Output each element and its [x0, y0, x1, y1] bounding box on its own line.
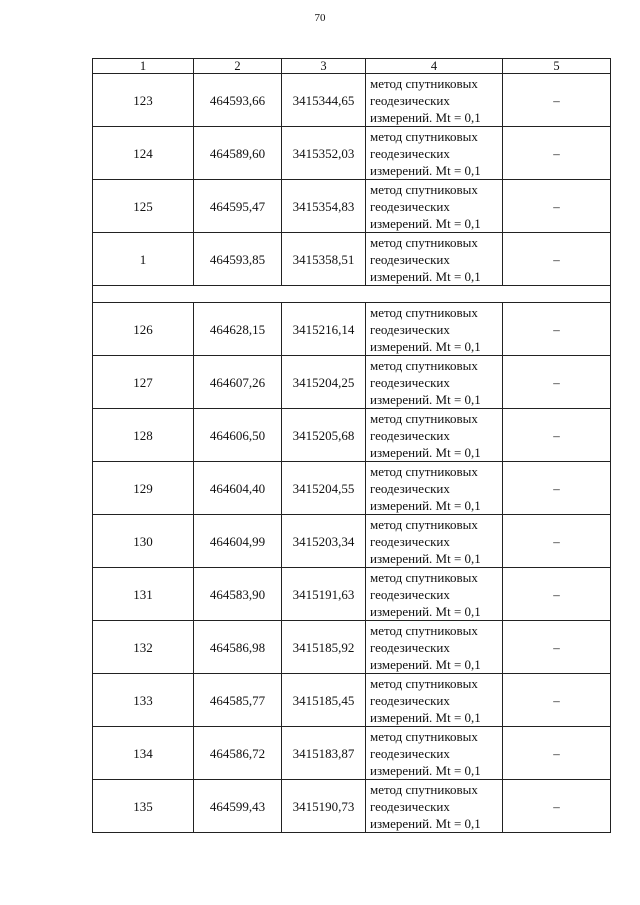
table-row — [93, 127, 611, 180]
method-line-1: метод спутниковых — [370, 181, 478, 197]
method-cell — [366, 727, 503, 780]
coord-y: 3415216,14 — [282, 303, 366, 356]
note-cell: – — [503, 356, 611, 409]
coord-x: 464604,40 — [194, 462, 282, 515]
point-number: 132 — [93, 621, 194, 674]
table-row — [93, 303, 611, 356]
method-cell — [366, 127, 503, 180]
coord-x: 464586,98 — [194, 621, 282, 674]
method-line-2: геодезических — [370, 321, 450, 337]
coord-x: 464607,26 — [194, 356, 282, 409]
coord-y: 3415354,83 — [282, 180, 366, 233]
coord-x: 464606,50 — [194, 409, 282, 462]
coord-x: 464586,72 — [194, 727, 282, 780]
table-row — [93, 568, 611, 621]
coord-y: 3415204,55 — [282, 462, 366, 515]
method-line-2: геодезических — [370, 251, 450, 267]
coord-y: 3415185,45 — [282, 674, 366, 727]
coord-x: 464599,43 — [194, 780, 282, 833]
method-line-2: геодезических — [370, 692, 450, 708]
note-cell: – — [503, 409, 611, 462]
table-row — [93, 180, 611, 233]
coord-x: 464583,90 — [194, 568, 282, 621]
method-line-2: геодезических — [370, 745, 450, 761]
coord-x: 464628,15 — [194, 303, 282, 356]
method-line-3: измерений. Mt = 0,1 — [370, 391, 481, 407]
coord-y: 3415344,65 — [282, 74, 366, 127]
coord-y: 3415204,25 — [282, 356, 366, 409]
method-cell — [366, 568, 503, 621]
point-number: 126 — [93, 303, 194, 356]
section-separator — [93, 286, 611, 303]
column-header-3: 3 — [282, 59, 366, 74]
method-line-3: измерений. Mt = 0,1 — [370, 656, 481, 672]
method-line-3: измерений. Mt = 0,1 — [370, 162, 481, 178]
method-line-3: измерений. Mt = 0,1 — [370, 444, 481, 460]
note-cell: – — [503, 621, 611, 674]
method-line-3: измерений. Mt = 0,1 — [370, 815, 481, 831]
column-header-5: 5 — [503, 59, 611, 74]
page-number: 70 — [314, 12, 326, 24]
note-cell: – — [503, 462, 611, 515]
method-cell — [366, 462, 503, 515]
method-line-1: метод спутниковых — [370, 463, 478, 479]
method-line-2: геодезических — [370, 92, 450, 108]
point-number: 135 — [93, 780, 194, 833]
coord-y: 3415185,92 — [282, 621, 366, 674]
coord-x: 464595,47 — [194, 180, 282, 233]
table-row — [93, 462, 611, 515]
method-line-1: метод спутниковых — [370, 410, 478, 426]
point-number: 125 — [93, 180, 194, 233]
method-cell — [366, 356, 503, 409]
method-line-1: метод спутниковых — [370, 728, 478, 744]
point-number: 133 — [93, 674, 194, 727]
coord-x: 464589,60 — [194, 127, 282, 180]
note-cell: – — [503, 780, 611, 833]
column-header-2: 2 — [194, 59, 282, 74]
coord-y: 3415358,51 — [282, 233, 366, 286]
coord-x: 464585,77 — [194, 674, 282, 727]
note-cell: – — [503, 127, 611, 180]
method-line-1: метод спутниковых — [370, 622, 478, 638]
point-number: 129 — [93, 462, 194, 515]
coord-y: 3415183,87 — [282, 727, 366, 780]
method-line-3: измерений. Mt = 0,1 — [370, 215, 481, 231]
coord-y: 3415352,03 — [282, 127, 366, 180]
method-line-3: измерений. Mt = 0,1 — [370, 109, 481, 125]
note-cell: – — [503, 303, 611, 356]
method-cell — [366, 303, 503, 356]
point-number: 1 — [93, 233, 194, 286]
method-line-2: геодезических — [370, 533, 450, 549]
note-cell: – — [503, 233, 611, 286]
method-line-2: геодезических — [370, 198, 450, 214]
method-line-3: измерений. Mt = 0,1 — [370, 338, 481, 354]
method-line-1: метод спутниковых — [370, 569, 478, 585]
method-line-2: геодезических — [370, 639, 450, 655]
method-cell — [366, 233, 503, 286]
method-line-3: измерений. Mt = 0,1 — [370, 709, 481, 725]
method-line-3: измерений. Mt = 0,1 — [370, 603, 481, 619]
method-line-1: метод спутниковых — [370, 516, 478, 532]
method-line-2: геодезических — [370, 480, 450, 496]
method-line-1: метод спутниковых — [370, 781, 478, 797]
method-line-3: измерений. Mt = 0,1 — [370, 268, 481, 284]
method-line-1: метод спутниковых — [370, 304, 478, 320]
point-number: 124 — [93, 127, 194, 180]
table-row — [93, 356, 611, 409]
method-cell — [366, 515, 503, 568]
coord-x: 464593,85 — [194, 233, 282, 286]
point-number: 130 — [93, 515, 194, 568]
header-row — [93, 59, 611, 74]
column-header-4: 4 — [366, 59, 503, 74]
method-cell — [366, 780, 503, 833]
method-line-1: метод спутниковых — [370, 75, 478, 91]
method-cell — [366, 674, 503, 727]
method-line-3: измерений. Mt = 0,1 — [370, 497, 481, 513]
note-cell: – — [503, 74, 611, 127]
coord-y: 3415205,68 — [282, 409, 366, 462]
method-line-2: геодезических — [370, 798, 450, 814]
method-cell — [366, 74, 503, 127]
column-header-1: 1 — [93, 59, 194, 74]
table-row — [93, 74, 611, 127]
table-row — [93, 621, 611, 674]
method-cell — [366, 180, 503, 233]
method-cell — [366, 409, 503, 462]
note-cell: – — [503, 568, 611, 621]
note-cell: – — [503, 180, 611, 233]
point-number: 127 — [93, 356, 194, 409]
method-cell — [366, 621, 503, 674]
coord-x: 464593,66 — [194, 74, 282, 127]
coordinates-table — [92, 58, 611, 833]
point-number: 131 — [93, 568, 194, 621]
method-line-2: геодезических — [370, 374, 450, 390]
method-line-2: геодезических — [370, 427, 450, 443]
method-line-3: измерений. Mt = 0,1 — [370, 762, 481, 778]
method-line-1: метод спутниковых — [370, 675, 478, 691]
method-line-1: метод спутниковых — [370, 357, 478, 373]
coord-y: 3415190,73 — [282, 780, 366, 833]
table-row — [93, 515, 611, 568]
table-row — [93, 727, 611, 780]
point-number: 134 — [93, 727, 194, 780]
method-line-1: метод спутниковых — [370, 234, 478, 250]
note-cell: – — [503, 515, 611, 568]
method-line-2: геодезических — [370, 145, 450, 161]
section-separator-row — [93, 286, 611, 303]
table-row — [93, 409, 611, 462]
table-row — [93, 674, 611, 727]
note-cell: – — [503, 727, 611, 780]
method-line-3: измерений. Mt = 0,1 — [370, 550, 481, 566]
table-row — [93, 233, 611, 286]
point-number: 128 — [93, 409, 194, 462]
table-row — [93, 780, 611, 833]
coord-x: 464604,99 — [194, 515, 282, 568]
note-cell: – — [503, 674, 611, 727]
method-line-2: геодезических — [370, 586, 450, 602]
coord-y: 3415203,34 — [282, 515, 366, 568]
method-line-1: метод спутниковых — [370, 128, 478, 144]
point-number: 123 — [93, 74, 194, 127]
coord-y: 3415191,63 — [282, 568, 366, 621]
